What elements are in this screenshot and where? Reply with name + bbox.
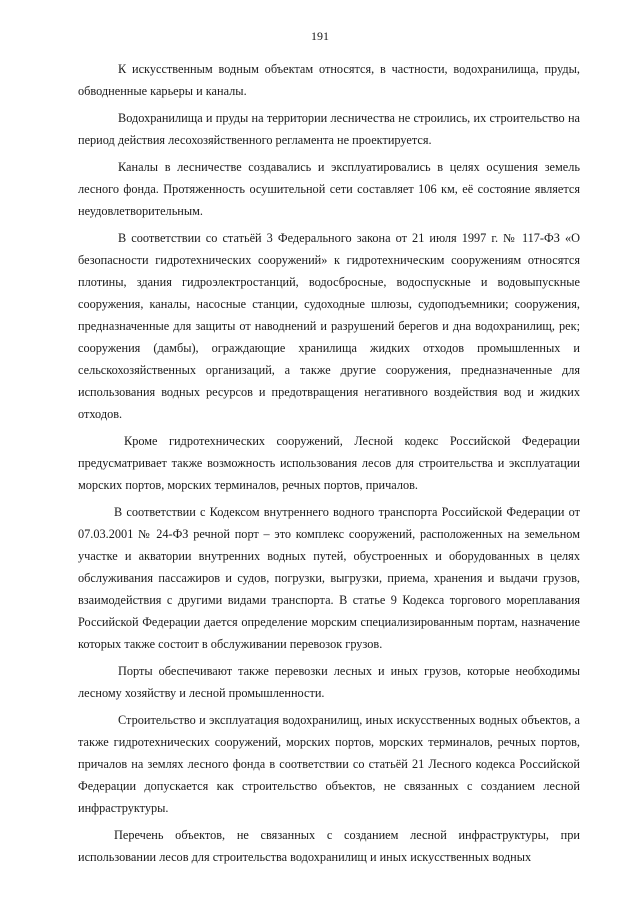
paragraph-forest-code-ports: Кроме гидротехнических сооружений, Лесной кодекс Российской Федерации предусматривает также возможность использования лесов для строительства и эксплуатации морских портов, морских терминалов, речных портов, причалов. [78, 434, 580, 492]
paragraph-reservoirs-ponds: Водохранилища и пруды на территории лесничества не строились, их строительство на период действия лесохозяйственного регламента не проектируется. [78, 111, 580, 147]
paragraph-river-port-definition: В соответствии с Кодексом внутреннего водного транспорта Российской Федерации от 07.03.2001 № 24-ФЗ речной порт – это комплекс сооружений, расположенных на земельном участке и акватории внутренних водных путей, обустроенных и оборудованных в целях обслуживания пассажиров и судов, погрузки, выгрузки, приема, хранения и выдачи грузов, взаимодействия с другими видами транспорта. В статье 9 Кодекса торгового мореплавания Российской Федерации дается определение морским специализированным портам, назначение которых также состоит в обслуживании перевозок грузов. [78, 505, 580, 651]
page-number: 191 [311, 29, 329, 43]
paragraph-ports-cargo: Порты обеспечивают также перевозки лесных и иных грузов, которые необходимы лесному хозяйству и лесной промышленности. [78, 664, 580, 700]
paragraph-construction-article-21: Строительство и эксплуатация водохранилищ, иных искусственных водных объектов, а также гидротехнических сооружений, морских портов, морских терминалов, речных портов, причалов на землях лесного фонда в соответствии со статьёй 21 Лесного кодекса Российской Федерации допускается как строительство объектов, не связанных с созданием лесной инфраструктуры. [78, 713, 580, 815]
paragraph-canals: Каналы в лесничестве создавались и эксплуатировались в целях осушения земель лесного фонда. Протяженность осушительной сети составляет 106 км, её состояние является неудовлетворительным. [78, 160, 580, 218]
document-body [78, 58, 580, 873]
paragraph-artificial-water-bodies: К искусственным водным объектам относятся, в частности, водохранилища, пруды, обводненные карьеры и каналы. [78, 62, 580, 98]
paragraph-hydraulic-structures-law: В соответствии со статьёй 3 Федерального закона от 21 июля 1997 г. № 117-ФЗ «О безопасности гидротехнических сооружений» к гидротехническим сооружениям относятся плотины, здания гидроэлектростанций, водосбросные, водоспускные и водовыпускные сооружения, каналы, насосные станции, судоходные шлюзы, судоподъемники; сооружения, предназначенные для защиты от наводнений и разрушений берегов и дна водохранилищ, рек; сооружения (дамбы), ограждающие хранилища жидких отходов промышленных и сельскохозяйственных организаций, а также другие сооружения, предназначенные для использования водных ресурсов и предотвращения негативного воздействия вод и жидких отходов. [78, 231, 580, 421]
paragraph-objects-list-intro: Перечень объектов, не связанных с созданием лесной инфраструктуры, при использовании лесов для строительства водохранилищ и иных искусственных водных [78, 828, 580, 864]
